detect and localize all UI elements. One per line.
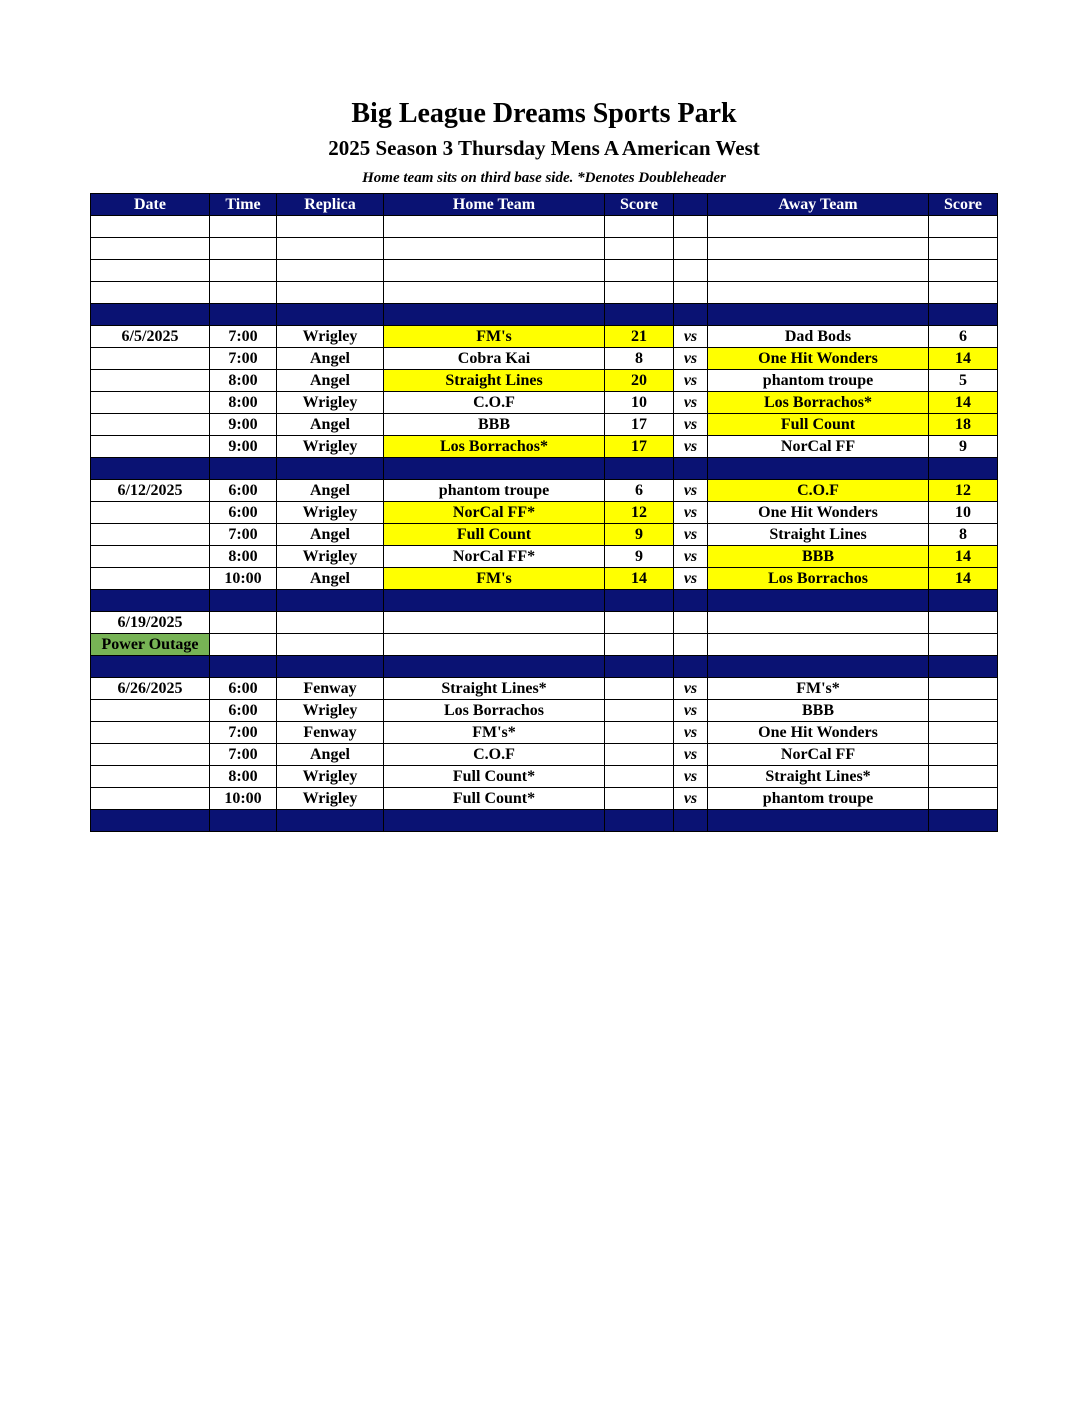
cell-home-team: Straight Lines*	[384, 678, 605, 700]
cell-time: 7:00	[210, 744, 277, 766]
cell-home-team	[384, 238, 605, 260]
cell-time	[210, 304, 277, 326]
cell-time: 10:00	[210, 568, 277, 590]
cell-vs	[674, 634, 708, 656]
cell-home-score	[605, 304, 674, 326]
cell-vs: vs	[674, 348, 708, 370]
cell-time	[210, 656, 277, 678]
cell-time: 6:00	[210, 502, 277, 524]
cell-time: 9:00	[210, 436, 277, 458]
cell-home-score: 6	[605, 480, 674, 502]
game-row	[91, 348, 998, 370]
cell-time	[210, 238, 277, 260]
game-row	[91, 326, 998, 348]
cell-home-score	[605, 700, 674, 722]
cell-date	[91, 348, 210, 370]
cell-replica: Angel	[277, 480, 384, 502]
cell-away-score	[929, 216, 998, 238]
cell-replica: Wrigley	[277, 788, 384, 810]
cell-time: 10:00	[210, 788, 277, 810]
cell-vs: vs	[674, 524, 708, 546]
cell-home-score	[605, 656, 674, 678]
cell-replica: Wrigley	[277, 700, 384, 722]
game-row	[91, 612, 998, 634]
cell-date	[91, 260, 210, 282]
cell-away-team: Full Count	[708, 414, 929, 436]
blank-row	[91, 282, 998, 304]
cell-home-team: Full Count	[384, 524, 605, 546]
cell-home-score: 21	[605, 326, 674, 348]
cell-away-team: Los Borrachos*	[708, 392, 929, 414]
cell-home-team: Full Count*	[384, 788, 605, 810]
cell-away-score	[929, 722, 998, 744]
cell-date: 6/19/2025	[91, 612, 210, 634]
blank-row	[91, 260, 998, 282]
cell-replica: Fenway	[277, 722, 384, 744]
separator-row	[91, 656, 998, 678]
cell-vs	[674, 810, 708, 832]
cell-away-team	[708, 304, 929, 326]
cell-vs: vs	[674, 568, 708, 590]
cell-away-score	[929, 678, 998, 700]
cell-away-score: 18	[929, 414, 998, 436]
cell-replica: Angel	[277, 744, 384, 766]
cell-away-score	[929, 810, 998, 832]
cell-away-team: phantom troupe	[708, 370, 929, 392]
cell-away-score	[929, 304, 998, 326]
cell-replica	[277, 656, 384, 678]
header-away-team: Away Team	[708, 194, 929, 216]
cell-time: 8:00	[210, 392, 277, 414]
cell-date: 6/26/2025	[91, 678, 210, 700]
cell-date	[91, 766, 210, 788]
cell-replica	[277, 634, 384, 656]
cell-time: 7:00	[210, 348, 277, 370]
header-date: Date	[91, 194, 210, 216]
cell-date: Power Outage	[91, 634, 210, 656]
cell-away-score: 14	[929, 348, 998, 370]
cell-vs	[674, 282, 708, 304]
cell-time: 7:00	[210, 326, 277, 348]
cell-home-score: 9	[605, 524, 674, 546]
cell-replica	[277, 238, 384, 260]
cell-home-score	[605, 612, 674, 634]
cell-home-score: 17	[605, 436, 674, 458]
cell-away-team: C.O.F	[708, 480, 929, 502]
cell-vs: vs	[674, 788, 708, 810]
header-home-score: Score	[605, 194, 674, 216]
game-row	[91, 524, 998, 546]
cell-home-score	[605, 766, 674, 788]
cell-home-score: 20	[605, 370, 674, 392]
header-away-score: Score	[929, 194, 998, 216]
game-row	[91, 568, 998, 590]
cell-away-team: BBB	[708, 700, 929, 722]
cell-date	[91, 392, 210, 414]
cell-away-team: NorCal FF	[708, 436, 929, 458]
cell-replica: Wrigley	[277, 502, 384, 524]
cell-away-score: 14	[929, 568, 998, 590]
cell-home-team	[384, 458, 605, 480]
game-row	[91, 788, 998, 810]
cell-away-team: One Hit Wonders	[708, 348, 929, 370]
cell-time: 8:00	[210, 546, 277, 568]
cell-home-score	[605, 744, 674, 766]
header-vs	[674, 194, 708, 216]
cell-home-score	[605, 238, 674, 260]
cell-away-score	[929, 612, 998, 634]
cell-home-score: 10	[605, 392, 674, 414]
cell-time	[210, 612, 277, 634]
cell-home-score	[605, 788, 674, 810]
cell-date	[91, 370, 210, 392]
cell-home-team	[384, 216, 605, 238]
cell-away-score: 8	[929, 524, 998, 546]
cell-replica: Angel	[277, 348, 384, 370]
cell-home-team	[384, 810, 605, 832]
game-row	[91, 502, 998, 524]
cell-away-team	[708, 260, 929, 282]
cell-time: 6:00	[210, 700, 277, 722]
cell-home-team: BBB	[384, 414, 605, 436]
game-row	[91, 766, 998, 788]
game-row	[91, 722, 998, 744]
cell-home-score	[605, 282, 674, 304]
cell-replica	[277, 810, 384, 832]
cell-away-score	[929, 788, 998, 810]
cell-date	[91, 788, 210, 810]
cell-time: 9:00	[210, 414, 277, 436]
cell-replica	[277, 260, 384, 282]
cell-away-score	[929, 744, 998, 766]
cell-vs: vs	[674, 326, 708, 348]
cell-time: 7:00	[210, 524, 277, 546]
separator-row	[91, 304, 998, 326]
cell-away-score	[929, 238, 998, 260]
cell-vs	[674, 260, 708, 282]
cell-vs: vs	[674, 392, 708, 414]
cell-date	[91, 458, 210, 480]
cell-replica: Fenway	[277, 678, 384, 700]
cell-vs	[674, 304, 708, 326]
cell-home-team	[384, 282, 605, 304]
cell-replica: Wrigley	[277, 546, 384, 568]
cell-home-team: FM's*	[384, 722, 605, 744]
cell-date	[91, 700, 210, 722]
cell-home-team: Los Borrachos	[384, 700, 605, 722]
cell-replica	[277, 216, 384, 238]
cell-replica: Wrigley	[277, 326, 384, 348]
cell-away-score	[929, 590, 998, 612]
cell-home-team: Cobra Kai	[384, 348, 605, 370]
cell-date: 6/12/2025	[91, 480, 210, 502]
separator-row	[91, 458, 998, 480]
cell-away-score	[929, 656, 998, 678]
cell-replica	[277, 282, 384, 304]
cell-home-team	[384, 656, 605, 678]
cell-home-team	[384, 304, 605, 326]
cell-vs: vs	[674, 700, 708, 722]
cell-vs: vs	[674, 502, 708, 524]
cell-replica: Angel	[277, 414, 384, 436]
cell-vs: vs	[674, 436, 708, 458]
cell-vs	[674, 612, 708, 634]
cell-home-team: Full Count*	[384, 766, 605, 788]
cell-home-score: 12	[605, 502, 674, 524]
schedule-body	[91, 216, 998, 832]
page-note: Home team sits on third base side. *Denotes Doubleheader	[362, 170, 726, 186]
cell-home-team	[384, 612, 605, 634]
cell-away-team	[708, 590, 929, 612]
cell-away-team: BBB	[708, 546, 929, 568]
cell-away-team: One Hit Wonders	[708, 502, 929, 524]
cell-home-team: C.O.F	[384, 744, 605, 766]
cell-date	[91, 590, 210, 612]
cell-date	[91, 744, 210, 766]
cell-away-team: One Hit Wonders	[708, 722, 929, 744]
cell-home-score	[605, 634, 674, 656]
cell-date	[91, 546, 210, 568]
header-time: Time	[210, 194, 277, 216]
cell-away-score: 5	[929, 370, 998, 392]
cell-home-team: FM's	[384, 326, 605, 348]
game-row	[91, 414, 998, 436]
cell-away-score: 14	[929, 546, 998, 568]
cell-home-score	[605, 260, 674, 282]
cell-date	[91, 436, 210, 458]
cell-home-score	[605, 590, 674, 612]
cell-replica	[277, 304, 384, 326]
cell-home-team: NorCal FF*	[384, 546, 605, 568]
cell-away-score	[929, 634, 998, 656]
cell-vs: vs	[674, 414, 708, 436]
header-replica: Replica	[277, 194, 384, 216]
cell-home-team: phantom troupe	[384, 480, 605, 502]
cell-vs: vs	[674, 678, 708, 700]
cell-date: 6/5/2025	[91, 326, 210, 348]
cell-home-score: 14	[605, 568, 674, 590]
cell-away-team: Straight Lines*	[708, 766, 929, 788]
cell-date	[91, 238, 210, 260]
cell-time: 6:00	[210, 480, 277, 502]
cell-home-score: 8	[605, 348, 674, 370]
cell-replica: Angel	[277, 524, 384, 546]
schedule-table	[90, 193, 998, 832]
cell-vs: vs	[674, 722, 708, 744]
cell-away-team	[708, 656, 929, 678]
cell-vs: vs	[674, 766, 708, 788]
cell-date	[91, 524, 210, 546]
cell-vs	[674, 590, 708, 612]
cell-vs: vs	[674, 546, 708, 568]
cell-replica: Wrigley	[277, 392, 384, 414]
cell-away-team: phantom troupe	[708, 788, 929, 810]
cell-time	[210, 810, 277, 832]
cell-away-team	[708, 612, 929, 634]
cell-time: 7:00	[210, 722, 277, 744]
cell-replica: Wrigley	[277, 766, 384, 788]
cell-away-team	[708, 810, 929, 832]
cell-date	[91, 414, 210, 436]
cell-date	[91, 216, 210, 238]
header-row	[91, 194, 998, 216]
cell-home-score	[605, 678, 674, 700]
cell-away-team: FM's*	[708, 678, 929, 700]
cell-away-team	[708, 458, 929, 480]
cell-away-score: 6	[929, 326, 998, 348]
cell-date	[91, 810, 210, 832]
header-home-team: Home Team	[384, 194, 605, 216]
cell-home-score	[605, 722, 674, 744]
cell-time	[210, 282, 277, 304]
cell-away-team	[708, 216, 929, 238]
cell-time: 6:00	[210, 678, 277, 700]
cell-away-team: Straight Lines	[708, 524, 929, 546]
cell-vs	[674, 656, 708, 678]
cell-vs	[674, 216, 708, 238]
cell-home-team: Straight Lines	[384, 370, 605, 392]
cell-home-team	[384, 634, 605, 656]
cell-away-score: 10	[929, 502, 998, 524]
game-row	[91, 700, 998, 722]
cell-time: 8:00	[210, 370, 277, 392]
cell-home-score: 9	[605, 546, 674, 568]
cell-away-team	[708, 238, 929, 260]
cell-away-score: 14	[929, 392, 998, 414]
separator-row	[91, 590, 998, 612]
cell-home-team: Los Borrachos*	[384, 436, 605, 458]
cell-home-team	[384, 260, 605, 282]
cell-home-team	[384, 590, 605, 612]
cell-date	[91, 282, 210, 304]
cell-replica	[277, 458, 384, 480]
cell-away-score	[929, 766, 998, 788]
cell-replica	[277, 590, 384, 612]
cell-away-team: Dad Bods	[708, 326, 929, 348]
cell-vs: vs	[674, 370, 708, 392]
game-row	[91, 370, 998, 392]
cell-time	[210, 458, 277, 480]
cell-away-score	[929, 260, 998, 282]
game-row	[91, 436, 998, 458]
cell-time	[210, 590, 277, 612]
cell-replica: Angel	[277, 568, 384, 590]
cell-date	[91, 656, 210, 678]
page-subtitle: 2025 Season 3 Thursday Mens A American West	[328, 136, 760, 160]
cell-replica: Angel	[277, 370, 384, 392]
cell-away-score: 12	[929, 480, 998, 502]
cell-away-score: 9	[929, 436, 998, 458]
cell-home-team: FM's	[384, 568, 605, 590]
cell-away-score	[929, 458, 998, 480]
game-row	[91, 480, 998, 502]
blank-row	[91, 216, 998, 238]
cell-away-team: NorCal FF	[708, 744, 929, 766]
cell-home-team: NorCal FF*	[384, 502, 605, 524]
cell-away-team	[708, 282, 929, 304]
separator-row	[91, 810, 998, 832]
game-row	[91, 744, 998, 766]
cell-away-score	[929, 282, 998, 304]
cell-time	[210, 634, 277, 656]
blank-row	[91, 238, 998, 260]
cell-home-score	[605, 216, 674, 238]
cell-vs	[674, 458, 708, 480]
cell-time	[210, 216, 277, 238]
cell-home-team: C.O.F	[384, 392, 605, 414]
cell-time: 8:00	[210, 766, 277, 788]
cell-date	[91, 304, 210, 326]
game-row	[91, 678, 998, 700]
cell-time	[210, 260, 277, 282]
cell-home-score	[605, 458, 674, 480]
cell-vs: vs	[674, 480, 708, 502]
cell-home-score	[605, 810, 674, 832]
page-title: Big League Dreams Sports Park	[351, 98, 737, 129]
cell-date	[91, 722, 210, 744]
cell-away-team	[708, 634, 929, 656]
game-row	[91, 392, 998, 414]
cell-replica: Wrigley	[277, 436, 384, 458]
cell-vs	[674, 238, 708, 260]
cell-replica	[277, 612, 384, 634]
cell-away-team: Los Borrachos	[708, 568, 929, 590]
cell-away-score	[929, 700, 998, 722]
game-row	[91, 546, 998, 568]
cell-home-score: 17	[605, 414, 674, 436]
cell-date	[91, 502, 210, 524]
game-row	[91, 634, 998, 656]
cell-vs: vs	[674, 744, 708, 766]
cell-date	[91, 568, 210, 590]
